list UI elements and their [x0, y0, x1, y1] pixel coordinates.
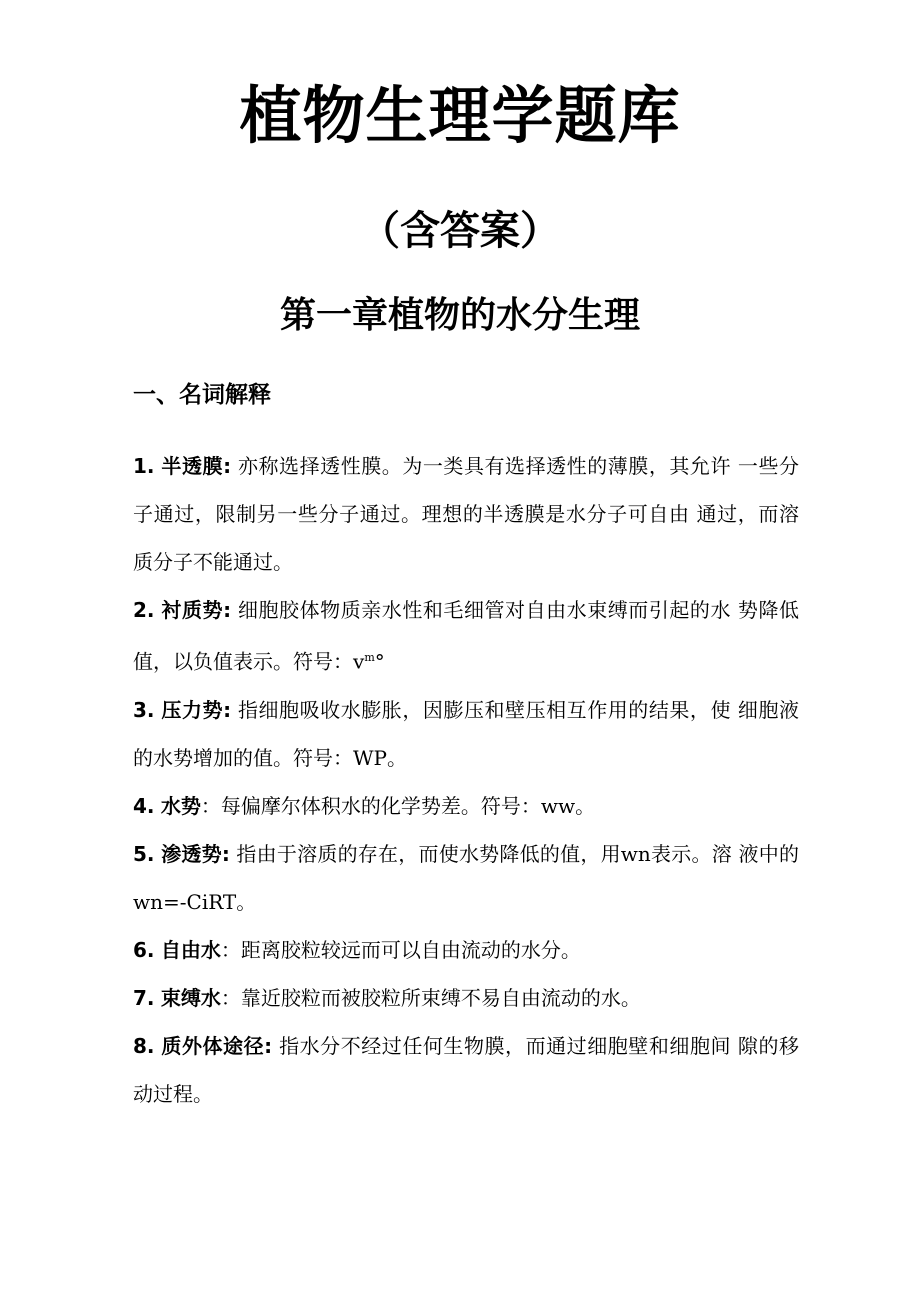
term-separator: :	[223, 598, 232, 622]
symbol-tail: °	[374, 649, 385, 674]
term-separator: :	[223, 697, 232, 722]
definition-term: 压力势	[161, 697, 224, 722]
item-number: 7.	[133, 985, 155, 1010]
definition-text: 每偏摩尔体积水的化学势差。符号：ww。	[220, 793, 596, 818]
definition-term: 衬质势	[161, 598, 224, 622]
definition-item	[133, 586, 799, 686]
item-number: 6.	[133, 937, 155, 962]
definition-item	[133, 686, 799, 782]
item-number: 8.	[133, 1033, 155, 1058]
definition-item	[133, 1022, 799, 1118]
definition-text: 指由于溶质的存在，而使水势降低的值，用wn表示。溶 液中的wn=-CiRT。	[133, 841, 800, 914]
item-number: 1.	[133, 454, 155, 478]
definition-list	[133, 442, 799, 1118]
definition-text: 细胞胶体物质亲水性和毛细管对自由水束缚而引起的水 势降低值，以负值表示。符号：v	[133, 598, 800, 674]
term-separator: ：	[220, 985, 241, 1010]
definition-text: 靠近胶粒而被胶粒所束缚不易自由流动的水。	[240, 985, 641, 1010]
definition-term: 自由水	[160, 937, 221, 962]
term-separator: ：	[220, 937, 241, 962]
definition-item	[133, 926, 799, 974]
definition-item	[133, 782, 799, 830]
definition-term: 半透膜	[161, 454, 224, 478]
definition-text: 指细胞吸收水膨胀，因膨压和壁压相互作用的结果，使 细胞液的水势增加的值。符号：WP。	[133, 697, 800, 770]
section-heading: 一、名词解释	[133, 382, 271, 408]
item-number: 5.	[133, 841, 155, 866]
definition-text: 指水分不经过任何生物膜，而通过细胞壁和细胞间 隙的移动过程。	[133, 1033, 800, 1106]
definition-term: 质外体途径	[161, 1033, 265, 1058]
symbol-superscript: m	[364, 651, 375, 664]
definition-item	[133, 830, 799, 926]
definition-term: 束缚水	[160, 985, 221, 1010]
term-separator: ：	[200, 793, 221, 818]
term-separator: :	[221, 841, 230, 866]
term-separator: :	[264, 1033, 273, 1058]
document-title: 植物生理学题库	[239, 79, 681, 152]
item-number: 4.	[133, 793, 155, 818]
chapter-heading: 第一章植物的水分生理	[279, 295, 640, 336]
definition-text: 距离胶粒较远而可以自由流动的水分。	[240, 937, 581, 962]
term-separator: :	[223, 454, 232, 478]
definition-item	[133, 974, 799, 1022]
item-number: 3.	[133, 697, 155, 722]
definition-item	[133, 442, 799, 586]
definition-term: 渗透势	[161, 841, 222, 866]
definition-term: 水势	[160, 793, 201, 818]
item-number: 2.	[133, 598, 155, 622]
definition-text: 亦称选择透性膜。为一类具有选择透性的薄膜，其允许 一些分子通过，限制另一些分子通过。理想的半透膜是水分子可自由 通过，而溶质分子不能通过。	[133, 454, 800, 574]
document-subtitle: （含答案）	[360, 208, 560, 254]
